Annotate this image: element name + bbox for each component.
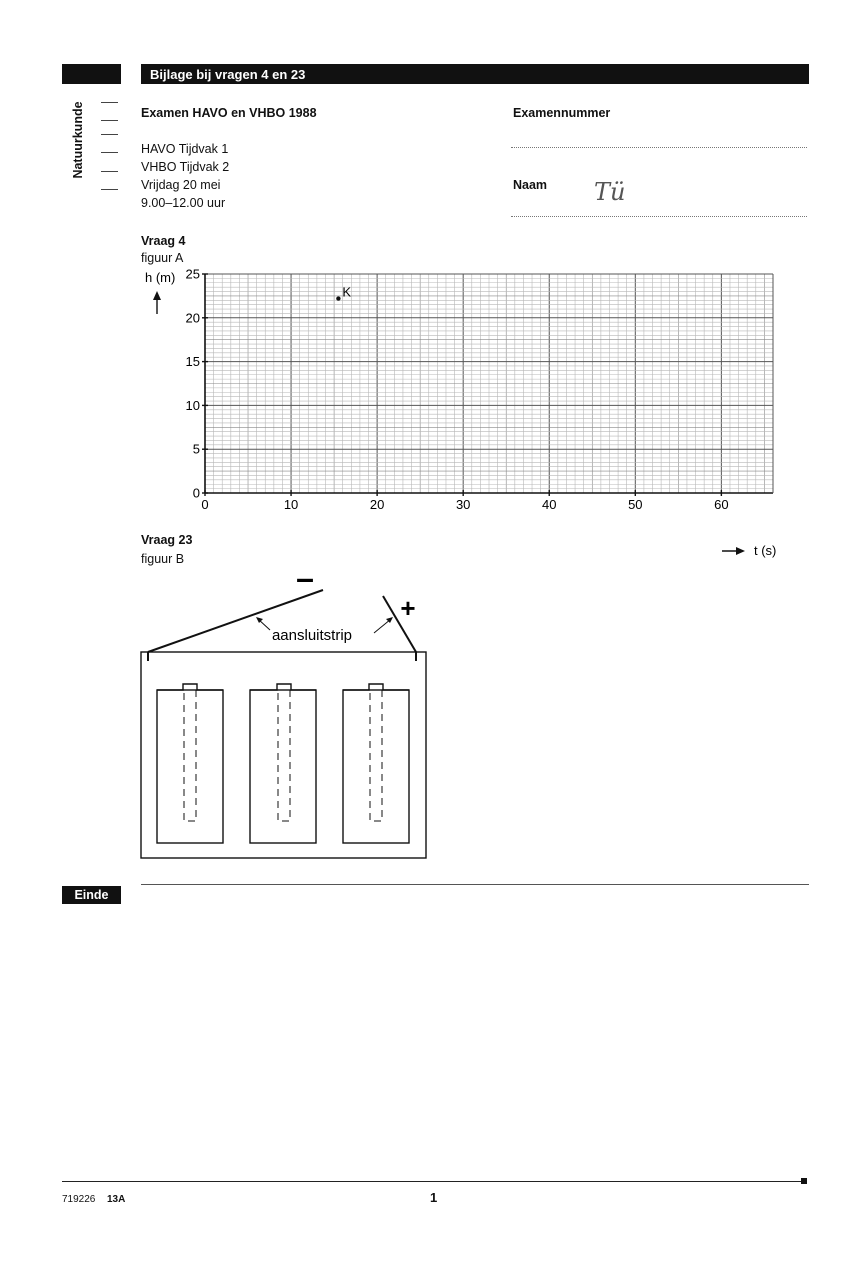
plus-label: + (400, 593, 416, 623)
x-tick-label: 60 (714, 497, 729, 512)
y-axis-arrow-head-icon (153, 291, 161, 300)
y-tick-label: 25 (185, 266, 200, 282)
strip-label: aansluitstrip (271, 627, 353, 644)
footer-code: 719226 (62, 1194, 96, 1205)
question-4-title: Vraag 4 (141, 234, 186, 248)
name-label: Naam (513, 178, 548, 192)
exam-line: VHBO Tijdvak 2 (141, 160, 230, 174)
figure-a-caption: figuur A (141, 251, 184, 265)
x-tick-label: 10 (283, 497, 299, 512)
page-number: 1 (430, 1190, 438, 1205)
x-tick-label: 20 (369, 497, 385, 512)
footer-rule (62, 1181, 804, 1182)
exam-number-label: Examennummer (513, 106, 611, 120)
x-tick-label: 30 (455, 497, 471, 512)
cell (343, 684, 409, 843)
footer-square-icon (801, 1178, 807, 1184)
data-point (336, 296, 340, 300)
question-23-title: Vraag 23 (141, 533, 193, 547)
exam-line: Vrijdag 20 mei (141, 178, 221, 192)
chart-grid (205, 274, 773, 493)
footer-variant: 13A (107, 1194, 126, 1205)
y-tick-label: 20 (185, 310, 200, 326)
cell (157, 684, 223, 843)
y-tick-label: 5 (192, 441, 200, 457)
subject-side-label: Natuurkunde (71, 101, 85, 179)
x-tick-label: 0 (201, 497, 209, 512)
end-badge: Einde (62, 886, 121, 904)
y-tick-label: 10 (185, 397, 200, 413)
x-tick-label: 40 (542, 497, 557, 512)
x-tick-label: 50 (628, 497, 643, 512)
x-axis-arrow-head-icon (736, 547, 745, 555)
x-axis-label: t (s) (754, 543, 777, 558)
exam-line: 9.00–12.00 uur (141, 196, 226, 210)
data-point-label: K (342, 284, 352, 300)
y-tick-label: 0 (192, 485, 200, 501)
y-tick-label: 15 (185, 354, 200, 370)
exam-line: HAVO Tijdvak 1 (141, 142, 229, 156)
exam-title: Examen HAVO en VHBO 1988 (141, 106, 317, 120)
figure-b-caption: figuur B (141, 552, 185, 566)
cell (250, 684, 316, 843)
figure-b-diagram (141, 560, 426, 858)
end-rule (141, 884, 809, 885)
minus-label: – (296, 560, 314, 596)
header-title: Bijlage bij vragen 4 en 23 (150, 67, 306, 82)
y-axis-label: h (m) (145, 270, 176, 285)
name-handwriting: Tü (594, 178, 626, 206)
